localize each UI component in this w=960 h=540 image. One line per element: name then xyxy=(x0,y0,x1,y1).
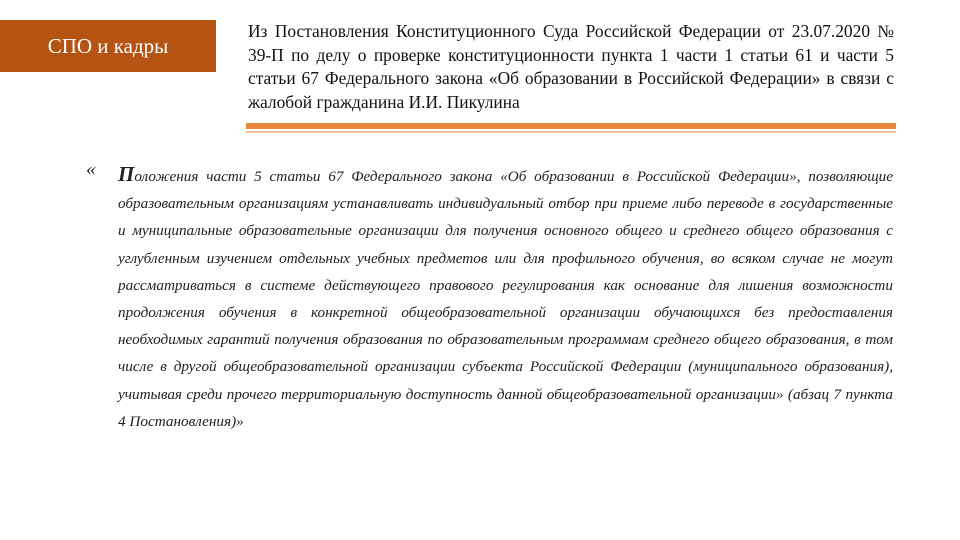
page-title: Из Постановления Конституционного Суда Российской Федерации от 23.07.2020 № 39-П по делу о проверке конституционности пункта 1 части 1 статьи 61 и части 5 статьи 67 Федерального закона «Об образовании в Российской Федерации» в связи с жалобой гражданина И.И. Пикулина xyxy=(248,21,894,112)
section-badge-label: СПО и кадры xyxy=(47,33,169,58)
header-divider-shadow xyxy=(246,131,896,133)
quote-text: оложения части 5 статьи 67 Федерального закона «Об образовании в Российской Федерации», позволяющие образовательным организациям устанавливать индивидуальный отбор при приеме либо переводе в государственные и муниципальные образовательные организации для получения основного общего и среднего общего образования с углубленным изучением отдельных учебных предметов или для профильного обучения, во всяком случае не могут рассматриваться в системе действующего правового регулирования как основание для лишения возможности продолжения обучения в конкретной общеобразовательной организации обучающихся без предоставления необходимых гарантий получения образования по образовательным программам среднего общего образования, в том числе в другой общеобразовательной организации субъекта Российской Федерации (муниципального образования), учитывая среди прочего территориальную доступность данной общеобразовательной организации» (абзац 7 пункта 4 Постановления)» xyxy=(118,168,893,430)
quote-first-letter: П xyxy=(118,162,135,186)
quote-body xyxy=(118,161,893,435)
section-badge xyxy=(0,20,216,72)
quote-open-mark: « xyxy=(86,158,96,180)
header-divider xyxy=(246,123,896,129)
